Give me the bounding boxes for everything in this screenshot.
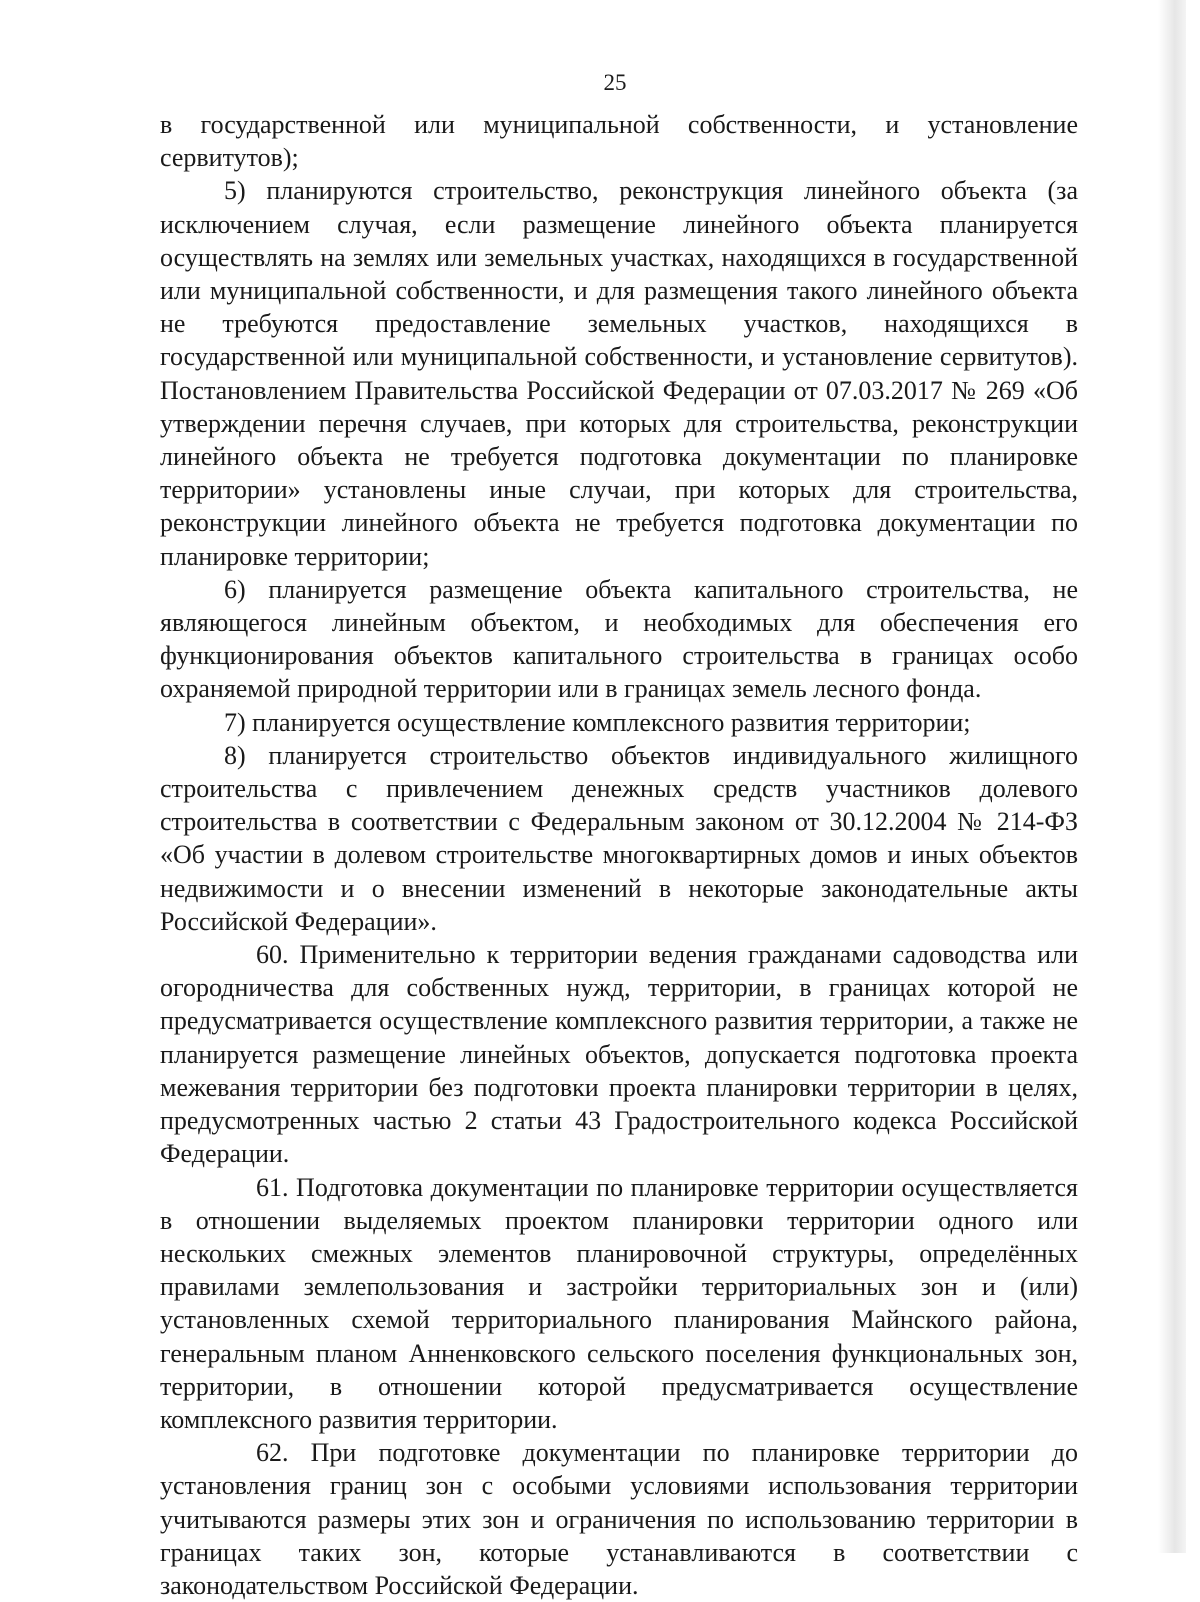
page-number: 25 [603, 70, 627, 95]
list-item-6: 6) планируется размещение объекта капитального строительства, не являющегося линейным объектом, и необходимых для обеспечения его функционирования объектов капитального строительства в границах особо охраняемой природной территории или в границах земель лесного фонда. [160, 574, 1078, 704]
clause-60: 60. Применительно к территории ведения гражданами садоводства или огородничества для собственных нужд, территории, в границах которой не предусматривается осуществление комплексного развития территории, а также не планируется размещение линейных объектов, допускается подготовка проекта межевания территории без подготовки проекта планировки территории в целях, предусмотренных частью 2 статьи 43 Градостроительного кодекса Российской Федерации. [160, 940, 1078, 1169]
clause-62: 62. При подготовке документации по планировке территории до установления границ зон с особыми условиями использования территории учитываются размеры этих зон и ограничения по использованию территории в границах таких зон, которые устанавливаются в соответствии с законодательством Российской Федерации. [160, 1438, 1078, 1600]
document-body [160, 108, 1078, 1602]
list-item-5: 5) планируются строительство, реконструкция линейного объекта (за исключением случая, если размещение линейного объекта планируется осуществлять на землях или земельных участках, находящихся в государственной или муниципальной собственности, и для размещения такого линейного объекта не требуются предоставление земельных участков, находящихся в государственной или муниципальной собственности, и установление сервитутов). Постановлением Правительства Российской Федерации от 07.03.2017 № 269 «Об утверждении перечня случаев, при которых для строительства, реконструкции линейного объекта не требуется подготовка документации по планировке территории» установлены иные случаи, при которых для строительства, реконструкции линейного объекта не требуется подготовка документации по планировке территории; [160, 176, 1078, 571]
clause-61: 61. Подготовка документации по планировке территории осуществляется в отношении выделяемых проектом планировки территории одного или нескольких смежных элементов планировочной структуры, определённых правилами землепользования и застройки территориальных зон и (или) установленных схемой территориального планирования Майнского района, генеральным планом Анненковского сельского поселения функциональных зон, территории, в отношении которой предусматривается осуществление комплексного развития территории. [160, 1172, 1078, 1434]
list-item-7: 7) планируется осуществление комплексного развития территории; [224, 707, 971, 737]
list-item-8: 8) планируется строительство объектов индивидуального жилищного строительства с привлечением денежных средств участников долевого строительства в соответствии с Федеральным законом от 30.12.2004 № 214-ФЗ «Об участии в долевом строительстве многоквартирных домов и иных объектов недвижимости и о внесении изменений в некоторые законодательные акты Российской Федерации». [160, 740, 1078, 936]
scan-edge-shadow [1158, 0, 1186, 1553]
paragraph-continuation: в государственной или муниципальной собственности, и установление сервитутов); [160, 110, 1078, 173]
